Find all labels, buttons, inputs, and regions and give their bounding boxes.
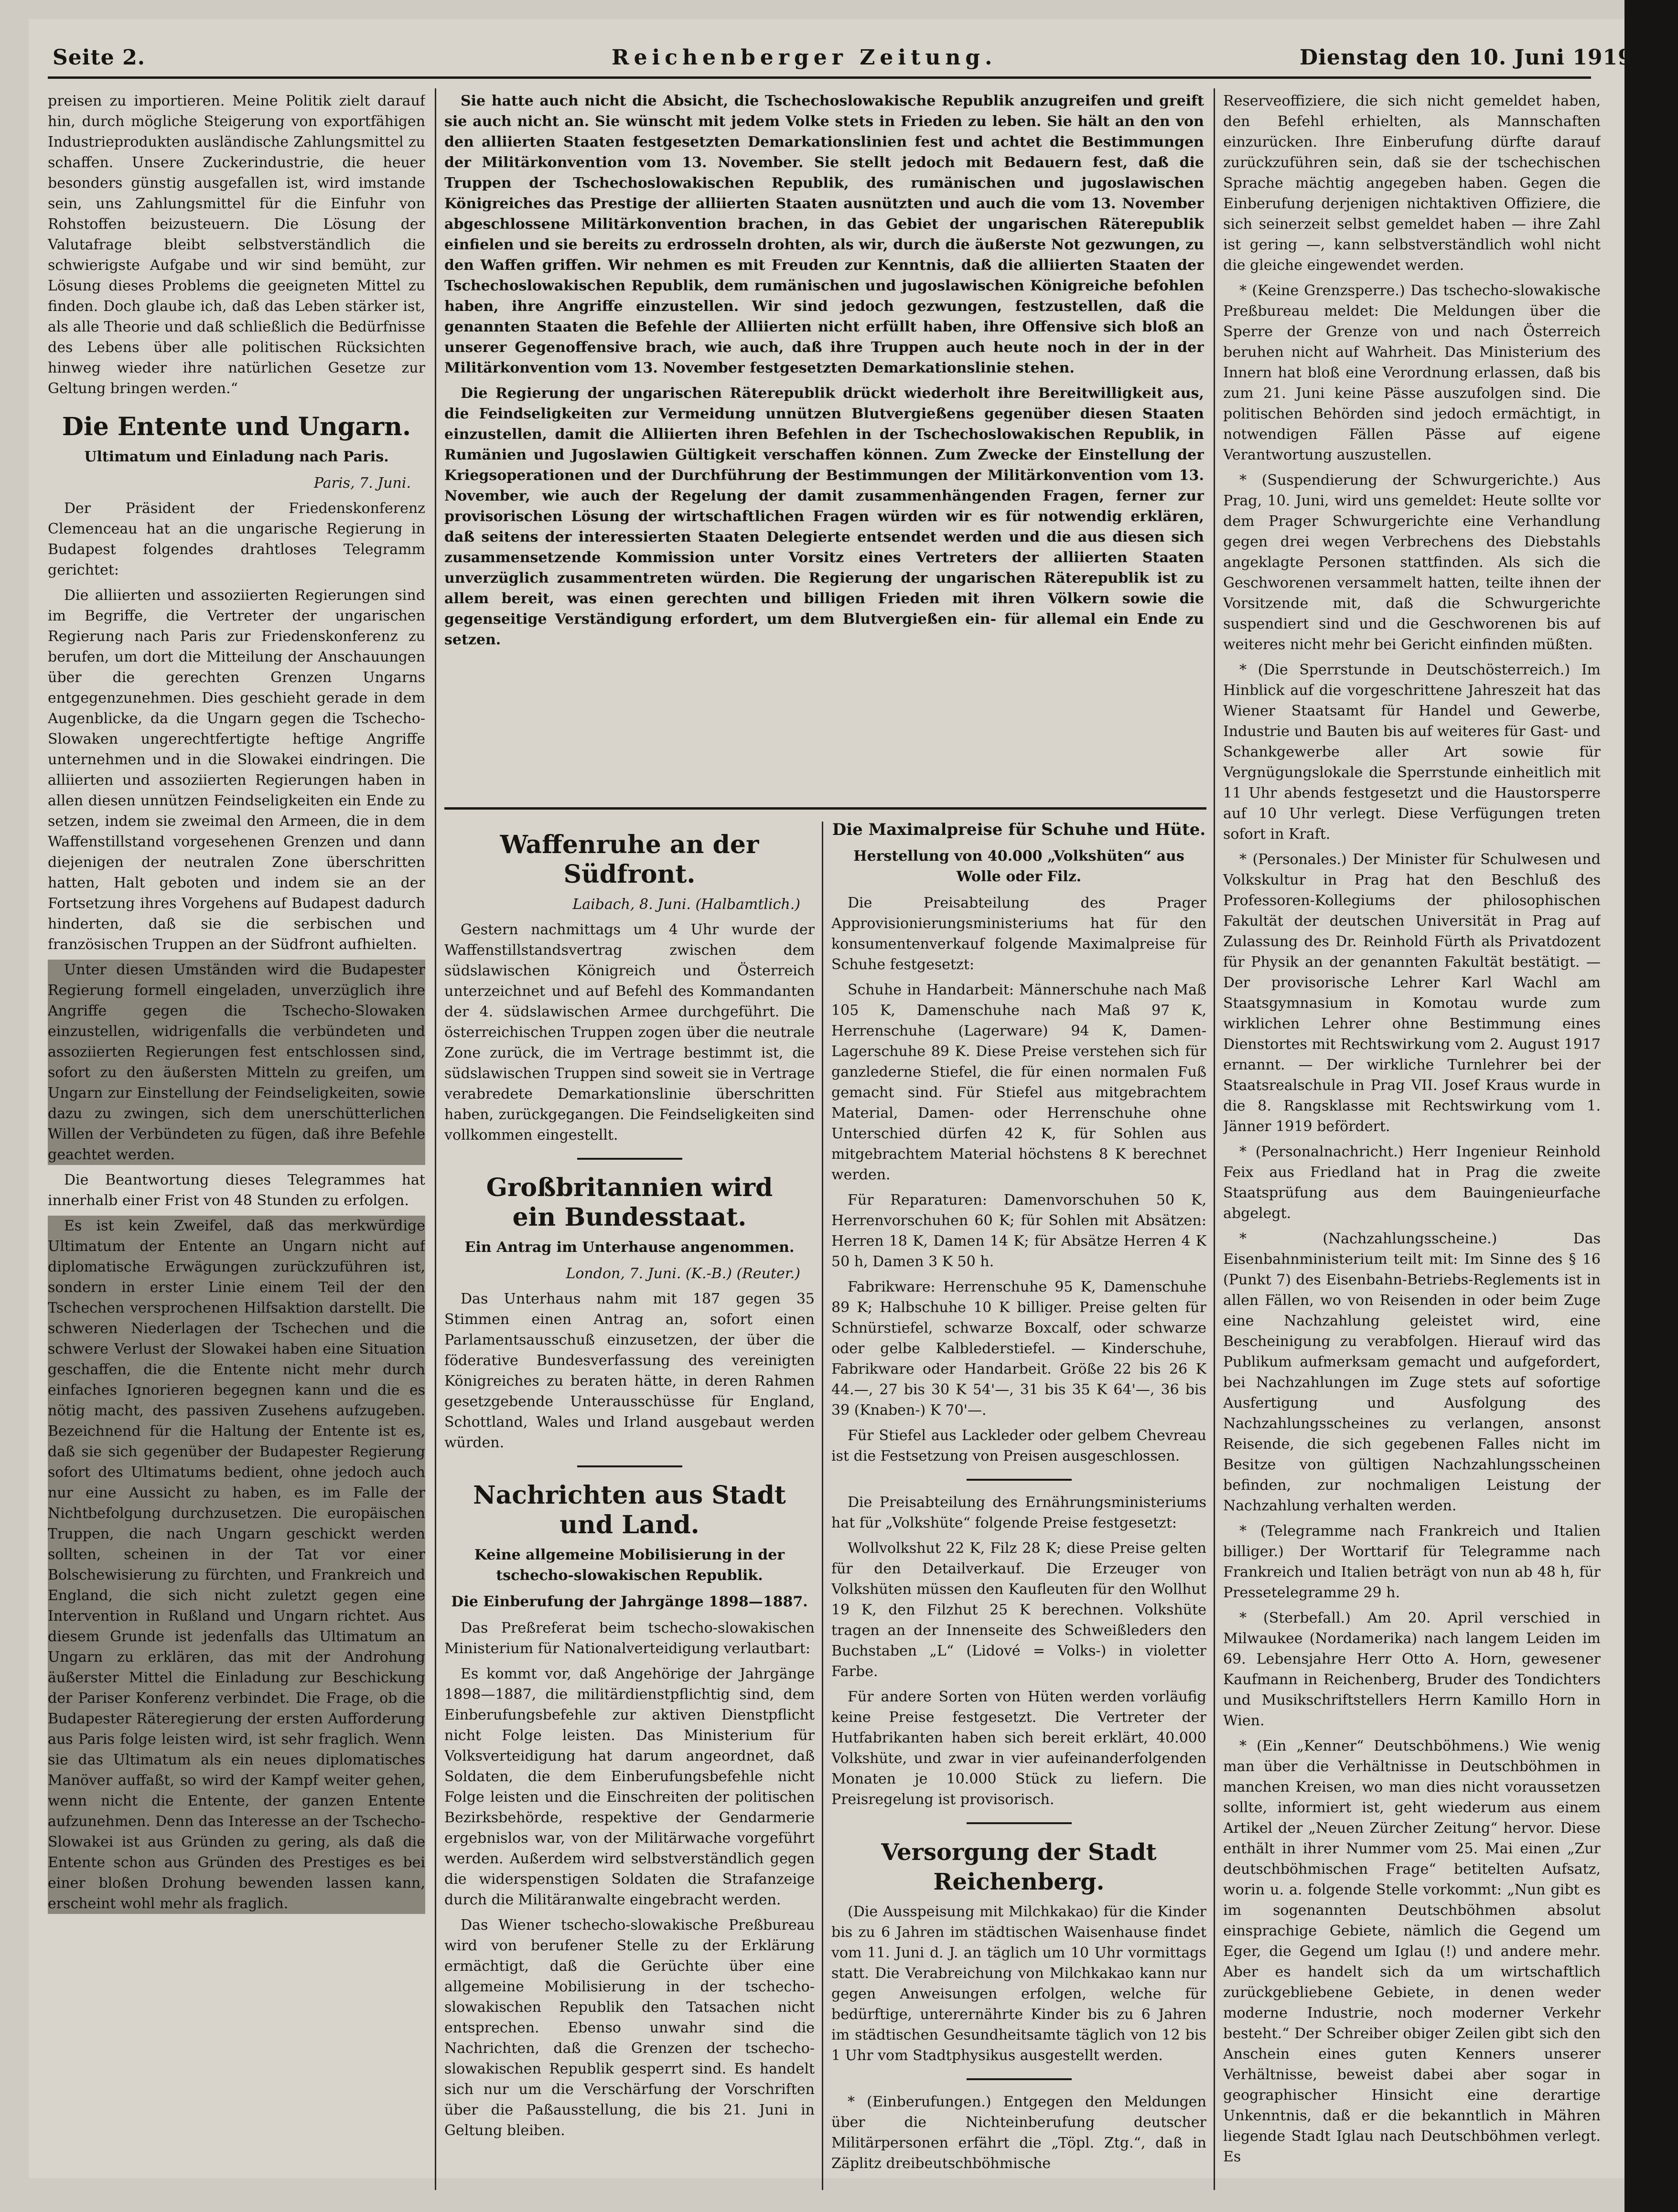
- news-item: * (Telegramme nach Frankreich und Italien billiger.) Der Worttarif für Telegramme nach Frankreich und Italien beträgt von nun ab 48 h, für Pressetelegramme 29 h.: [1223, 1523, 1601, 1601]
- headline-line: Großbritannien wird: [486, 1173, 773, 1202]
- news-item: * (Suspendierung der Schwurgerichte.) Aus Prag, 10. Juni, wird uns gemeldet: Heute sollte vor dem Prager Schwurgerichte eine Verhandlung gegen drei wegen Verbrechens des Diebstahls angeklagte Personen stattfinden. Als sich die Geschworenen versammelt hatten, teilte ihnen der Vorsitzende mit, daß die Schwurgerichte suspendiert sind und die Geschworenen bis auf weiteres nicht mehr bei Gericht einfinden müßten.: [1223, 472, 1601, 653]
- news-item: * (Personales.) Der Minister für Schulwesen und Volkskultur in Prag hat den Beschluß des Professoren-Kollegiums der philosophischen Fakultät der deutschen Universität in Prag auf Zulassung des Dr. Reinhold Fürth als Privatdozent für Physik an der genannten Fakultät bestätigt. — Der provisorische Lehrer Karl Wachl am Staatsgymnasium in Komotau wurde zum wirklichen Lehrer ohne Bestimmung eines Dienstortes mit Rechtswirkung vom 2. August 1917 ernannt. — Der wirkliche Turnlehrer bei der Staatsrealschule in Prag VII. Josef Kraus wurde in die 8. Rangsklasse mit Rechtswirkung vom 1. Jänner 1919 befördert.: [1223, 851, 1601, 1135]
- paragraph: Es kommt vor, daß Angehörige der Jahrgänge 1898—1887, die militärdienstpflichtig sind, dem Einberufungsbefehle zur aktiven Dienstpflicht nicht Folge leisten. Das Ministerium für Volksverteidigung hat darum angeordnet, daß Soldaten, die dem Einberufungsbefehle nicht Folge leisten und die Einschreiten der politischen Bezirksbehörde, respektive der Gendarmerie ergebnislos war, von der Militärwache vorgeführt werden. Außerdem wird selbstverständlich gegen die widerspenstigen Soldaten die Strafanzeige durch die Militäranwalte eingebracht werden.: [444, 1666, 815, 1908]
- subheadline: Ein Antrag im Unterhause angenommen.: [464, 1239, 795, 1256]
- news-item: * (Die Sperrstunde in Deutschösterreich.) Im Hinblick auf die vorgeschrittene Jahreszeit hat das Wiener Staatsamt für Handel und Gewerbe, Industrie und Bauten bis auf weiteres für Gast- und Schankgewerbe aller Art sowie für Vergnügungslokale die Sperrstunde einheitlich mit 11 Uhr abends festgesetzt und die Haustorsperre auf 10 Uhr verlegt. Diese Verfügungen treten sofort in Kraft.: [1223, 662, 1601, 843]
- dateline: Paris, 7. Juni.: [313, 475, 411, 492]
- paragraph: Es ist kein Zweifel, daß das merkwürdige Ultimatum der Entente an Ungarn nicht auf diplomatische Erwägungen zurückzuführen ist, sondern in erster Linie einem Teil der den Tschechen versprochenen Hilfsaktion darstellt. Die schweren Niederlagen der Tschechen und die schwere Verlust der Slowakei haben eine Situation geschaffen, die die Entente nicht mehr durch einfaches Ignorieren begegnen kann und die es nötig macht, des passiven Zusehens aufzugeben. Bezeichnend für die Haltung der Entente ist es, daß sie sich gegenüber der Budapester Regierung sofort des Ultimatums bedient, ohne jedoch auch nur eine Aussicht zu haben, es im Falle der Nichtbefolgung durchzusetzen. Die europäischen Truppen, die nach Ungarn geschickt werden sollten, scheinen in der Tat vor einer Bolschewisierung zu fürchten, und Frankreich und England, die sich nicht zuletzt gegen eine Intervention in Rußland und Ungarn richtet. Aus diesem Grunde ist jedenfalls das Ultimatum an Ungarn zu erklären, das mit der Androhung äußerster Mittel die Einladung zur Beschickung der Pariser Konferenz verbindet. Die Frage, ob die Budapester Räteregierung der ersten Aufforderung aus Paris folge leisten wird, ist sehr fraglich. Wenn sie das Ultimatum als ein neues diplomatisches Manöver auffaßt, so wird der Kampf weiter gehen, wenn nicht die Entente, der ganzen Entente aufzunehmen. Denn das Interesse an der Tschecho-Slowakei ist aus Gründen zu gering, als daß die Entente schon aus Gründen des Prestiges es bei einer bloßen Drohung bewenden lassen kann, erscheint wohl mehr als fraglich.: [48, 1216, 425, 1914]
- column-rule: [822, 822, 823, 2190]
- header-rule: [48, 76, 1591, 79]
- paragraph: Für andere Sorten von Hüten werden vorläufig keine Preise festgesetzt. Die Vertreter der Hutfabrikanten haben sich bereit erklärt, 40.000 Volkshüte, und zwar in vier aufeinanderfolgenden Monaten je 10.000 Stück zu liefern. Die Preisregelung ist provisorisch.: [831, 1688, 1206, 1808]
- newspaper-title: Reichenberger Zeitung.: [612, 45, 997, 70]
- news-item: * (Sterbefall.) Am 20. April verschied in Milwaukee (Nordamerika) nach langem Leiden im 69. Lebensjahre Herr Otto A. Horn, gewesener Kaufmann in Reichenberg, Bruder des Tondichters und Musikschriftstellers Herrn Kamillo Horn in Wien.: [1223, 1610, 1601, 1729]
- headline-waffenruhe: Waffenruhe an der Südfront.: [500, 830, 759, 889]
- paragraph: Die Preisabteilung des Prager Approvisionierungsministeriums hat für den konsumentenverkauf folgende Maximalpreise für Schuhe festgesetzt:: [831, 895, 1206, 973]
- headline-versorgung: Versorgung der Stadt Reichenberg.: [881, 1839, 1157, 1895]
- paragraph: Wollvolkshut 22 K, Filz 28 K; diese Preise gelten für den Detailverkauf. Die Erzeuger von Volkshüten müssen den Kaufleuten für den Wollhut 19 K, den Filzhut 25 K berechnen. Volkshüte tragen an der Innenseite des Schweißleders den Buchstaben „L“ (Lidové = Volks-) in violetter Farbe.: [831, 1540, 1206, 1680]
- dateline: Laibach, 8. Juni. (Halbamtlich.): [572, 896, 800, 913]
- paragraph: Fabrikware: Herrenschuhe 95 K, Damenschuhe 89 K; Halbschuhe 10 K billiger. Preise gelten für Schnürstiefel, schwarze Boxcalf, oder schwarze oder gelbe Kalblederstiefel. — Kinderschuhe, Fabrikware oder Handarbeit. Größe 22 bis 26 K 44.—, 27 bis 30 K 54'—, 31 bis 35 K 64'—, 36 bis 39 (Knaben-) K 70'—.: [831, 1279, 1206, 1419]
- dateline: London, 7. Juni. (K.-B.) (Reuter.): [566, 1265, 800, 1282]
- paragraph: Sie hatte auch nicht die Absicht, die Tschechoslowakische Republik anzugreifen und greift sie auch nicht an. Sie wünscht mit jedem Volke stets in Frieden zu leben. Sie hält an den von den alliierten Staaten festgesetzten Demarkationslinien fest und achtet die Bestimmungen der Militärkonvention vom 13. November. Sie stellt jedoch mit Bedauern fest, daß die Truppen der Tschechoslowakischen Republik, des rumänischen und jugoslawischen Königreiches das Prestige der alliierten Staaten ausnützten und auch die vom 13. November abgeschlossene Militärkonvention brachen, in das Gebiet der ungarischen Räterepublik einfielen und sie bereits zu erdrosseln drohten, als wir, durch die äußerste Not gezwungen, zu den Waffen griffen. Wir nehmen es mit Freuden zur Kenntnis, daß die alliierten Staaten der Tschechoslowakischen Republik, dem rumänischen und jugoslawischen Königreiche befohlen haben, ihre Angriffe einzustellen. Wir sind jedoch gezwungen, festzustellen, daß die genannten Staaten die Befehle der Alliierten nicht erfüllt haben, ihre Offensive sich bloß an unserer Gegenoffensive brach, wie auch, daß ihre Truppen auch heute noch in der in der Militärkonvention vom 13. November festgesetzten Demarkationslinie stehen.: [444, 93, 1204, 376]
- divider: [967, 2078, 1072, 2080]
- paragraph: (Die Ausspeisung mit Milchkakao) für die Kinder bis zu 6 Jahren im städtischen Waisenhause findet vom 11. Juni d. J. an täglich um 10 Uhr vormittags statt. Die Verabreichung von Milchkakao kann nur gegen Anweisungen erfolgen, welche für bedürftige, unterernährte Kinder bis zu 6 Jahren im städtischen Gesundheitsamte täglich von 12 bis 1 Uhr vom Stadtphysikus ausgestellt werden.: [831, 1903, 1206, 2064]
- divider: [967, 1822, 1072, 1824]
- paragraph: Reserveoffiziere, die sich nicht gemeldet haben, den Befehl erhielten, als Mannschaften einzurücken. Ihre Einberufung dürfte darauf zurückzuführen sein, daß sie der tschechischen Sprache mächtig angegeben haben. Gegen die Einberufung derjenigen nichtaktiven Offiziere, die sich seinerzeit selbst gemeldet haben — ihre Zahl ist gering —, kann selbstverständlich wohl nicht die gleiche eingewendet werden.: [1223, 93, 1601, 274]
- subheadline: Ultimatum und Einladung nach Paris.: [84, 449, 389, 465]
- column-3: [831, 817, 1206, 2192]
- paragraph: Das Preßreferat beim tschecho-slowakischen Ministerium für Nationalverteidigung verlautbart:: [444, 1620, 815, 1657]
- paragraph: Gestern nachmittags um 4 Uhr wurde der Waffenstillstandsvertrag zwischen dem südslawischen Königreich und Österreich unterzeichnet und auf Befehl des Kommandanten der 4. südslawischen Armee durchgeführt. Die österreichischen Truppen zogen über die neutrale Zone zurück, die im Vertrage bestimmt ist, die südslawischen Truppen sind soweit sie in Vertrage verabredete Demarkationslinie überschritten haben, zurückgegangen. Die Feindseligkeiten sind vollkommen eingestellt.: [444, 921, 815, 1143]
- headline-maximalpreise: Die Maximalpreise für Schuhe und Hüte.: [832, 820, 1206, 839]
- section-rule: [444, 807, 1206, 810]
- headline-entente-ungarn: Die Entente und Ungarn.: [62, 412, 411, 441]
- news-item: * (Nachzahlungsscheine.) Das Eisenbahnministerium teilt mit: Im Sinne des § 16 (Punkt 7) des Eisenbahn-Betriebs-Reglements ist in allen Fällen, wo von Reisenden in oder beim Zuge eine Nachzahlung geleistet wird, eine Bescheinigung zu verabfolgen. Hierauf wird das Publikum aufmerksam gemacht und aufgefordert, bei Nachzahlungen im Zuge stets auf sofortige Ausfertigung und Ausfolgung des Nachzahlungsscheines zu verlangen, ansonst Reisende, die sich gegebenen Falles nicht im Besitze von gültigen Nachzahlungsscheinen befinden, zur nochmaligen Leistung der Nachzahlung verhalten werden.: [1223, 1230, 1601, 1514]
- news-item: * (Personalnachricht.) Herr Ingenieur Reinhold Feix aus Friedland hat in Prag die zweite Staatsprüfung aus dem Bauingenieurfache abgelegt.: [1223, 1143, 1601, 1222]
- divider: [577, 1158, 682, 1160]
- news-item: * (Ein „Kenner“ Deutschböhmens.) Wie wenig man über die Verhältnisse in Deutschböhmen in manchen Kreisen, wo man dies nicht voraussetzen sollte, informiert ist, geht wiederum aus einem Artikel der „Neuen Zürcher Zeitung“ hervor. Diese enthält in ihrer Nummer vom 25. Mai einen „Zur deutschböhmischen Frage“ betitelten Aufsatz, worin u. a. folgende Stelle vorkommt: „Nun gibt es im sogenannten Deutschböhmen absolut einsprachige Gebiete, nämlich die Gegend um Eger, die Gegend um Iglau (!) und andere mehr. Aber es handelt sich da um wirtschaftlich zurückgebliebene Gebiete, in denen weder moderne Industrie, noch moderner Verkehr besteht.“ Der Schreiber obiger Zeilen gibt sich den Anschein eines guten Kenners unserer Verhältnisse, beweist dabei aber sogar in geographischer Hinsicht eine derartige Unkenntnis, daß er die bekanntlich in Mähren liegende Stadt Iglau nach Deutschböhmen verlegt. Es: [1223, 1738, 1601, 2165]
- issue-date: Dienstag den 10. Juni 1919.: [1300, 45, 1641, 70]
- paragraph: Für Stiefel aus Lackleder oder gelbem Chevreau ist die Festsetzung von Preisen ausgeschlossen.: [831, 1427, 1206, 1464]
- column-2: [444, 817, 815, 2192]
- column-4: [1223, 91, 1601, 2192]
- paragraph: Die Regierung der ungarischen Räterepublik drückt wiederholt ihre Bereitwilligkeit aus, die Feindseligkeiten zur Vermeidung unnützen Blutvergießens gegenüber diesen Staaten einzustellen, damit die Alliierten ihren Befehlen in der Tschechoslowakischen Republik, in Rumänien und Jugoslawien Gültigkeit verschaffen können. Zum Zwecke der Einstellung der Kriegsoperationen und der Durchführung der Bestimmungen der Militärkonvention vom 13. November, wie auch der Regelung der damit zusammenhängenden Fragen, ferner zur provisorischen Lösung der wirtschaftlichen Fragen würden wir es für notwendig erklären, daß seitens der interessierten Staaten Delegierte entsendet werden und die aus diesen sich zusammensetzende Kommission unter Vorsitz eines Vertreters der alliierten Staaten unverzüglich zusammentreten würden. Die Regierung der ungarischen Räterepublik ist zu allem bereit, was einen gerechten und billigen Frieden mit ihren Völkern sowie die gegenseitige Verständigung erfordert, um dem Blutvergießen ein- für allemal ein Ende zu setzen.: [444, 385, 1204, 648]
- paragraph: Für Reparaturen: Damenvorschuhen 50 K, Herrenvorschuhen 60 K; für Sohlen mit Absätzen: Herren 18 K, Damen 14 K; für Absätze Herren 4 K 50 h, Damen 3 K 50 h.: [831, 1192, 1206, 1270]
- article-continuation: preisen zu importieren. Meine Politik zielt darauf hin, durch mögliche Steigerung von exportfähigen Industrieprodukten ausländische Zahlungsmittel zu schaffen. Unsere Zuckerindustrie, die heuer besonders günstig ausgefallen ist, wird imstande sein, uns Zahlungsmittel für die Einfuhr von Rohstoffen beizusteuern. Die Lösung der Valutafrage bleibt selbstverständlich die schwierigste Aufgabe und wir sind bemüht, zur Lösung dieses Problems die geeigneten Mittel zu finden. Doch glaube ich, daß das Leben stärker ist, als alle Theorie und daß schließlich die Bedürfnisse des Lebens über alle politischen Rücksichten hinweg wieder ihre natürlichen Gesetze zur Geltung bringen werden.“: [48, 93, 425, 397]
- headline-line: ein Bundesstaat.: [512, 1203, 747, 1232]
- headline-grossbritannien: [444, 1173, 815, 1232]
- column-rule: [435, 88, 436, 2190]
- page-number: Seite 2.: [53, 45, 146, 70]
- column-1: [48, 91, 425, 2192]
- subheadline: Die Einberufung der Jahrgänge 1898—1887.: [451, 1593, 808, 1610]
- news-item: * (Keine Grenzsperre.) Das tschecho-slowakische Preßbureau meldet: Die Meldungen über die Sperre der Grenze von und nach Österreich beruhen nicht auf Wahrheit. Das Ministerium des Innern hat bloß eine Verordnung erlassen, daß bis zum 21. Juni keine Pässe auszufolgen sind. Die politischen Behörden sind jedoch ermächtigt, in notwendigen Fällen Pässe auf eigene Verantwortung auszustellen.: [1223, 282, 1601, 463]
- column-rule: [1214, 88, 1215, 2190]
- divider: [577, 1465, 682, 1467]
- paragraph: Der Präsident der Friedenskonferenz Clemenceau hat an die ungarische Regierung in Budapest folgendes drahtloses Telegramm gerichtet:: [48, 500, 425, 578]
- paragraph: Die Beantwortung dieses Telegrammes hat innerhalb einer Frist von 48 Stunden zu erfolgen.: [48, 1172, 425, 1209]
- column-2-top: [444, 91, 1204, 802]
- headline-nachrichten: Nachrichten aus Stadt und Land.: [473, 1481, 786, 1539]
- paragraph: Das Wiener tschecho-slowakische Preßbureau wird von berufener Stelle zu der Erklärung ermächtigt, daß die Gerüchte über eine allgemeine Mobilisierung in der tschecho-slowakischen Republik den Tatsachen nicht entsprechen. Ebenso unwahr sind die Nachrichten, daß die Grenzen der tschecho-slowakischen Republik gesperrt sind. Es handelt sich nur um die Verschärfung der Vorschriften über die Paßausstellung, die bis 21. Juni in Geltung bleiben.: [444, 1917, 815, 2139]
- paragraph: Unter diesen Umständen wird die Budapester Regierung formell eingeladen, unverzüglich ihre Angriffe gegen die Tschecho-Slowaken einzustellen, widrigenfalls die verbündeten und assoziierten Regierungen fest entschlossen sind, sofort zu den äußersten Mitteln zu greifen, um Ungarn zur Einstellung der Feindseligkeiten, sowie dazu zu zwingen, sich dem unerschütterlichen Willen der Verbündeten zu fügen, daß ihre Befehle geachtet werden.: [48, 960, 425, 1165]
- paragraph: Die Preisabteilung des Ernährungsministeriums hat für „Volkshüte“ folgende Preise festgesetzt:: [831, 1494, 1206, 1531]
- paragraph: Die alliierten und assoziierten Regierungen sind im Begriffe, die Vertreter der ungarischen Regierung nach Paris zur Friedenskonferenz zu berufen, um dort die Mitteilung der Anschauungen über die gerechten Grenzen Ungarns entgegenzunehmen. Dies geschieht gerade in dem Augenblicke, da die Ungarn gegen die Tschecho-Slowaken ungerechtfertigte heftige Angriffe unternehmen und in die Slowakei eindringen. Die alliierten und assoziierten Regierungen haben in allen diesen unnützen Feindseligkeiten ein Ende zu setzen, indem sie zweimal den Armeen, die in dem Waffenstillstand vorgesehenen Grenzen und dann diejenigen der neutralen Zone überschritten hatten, Halt geboten und indem sie an der Fortsetzung ihres Vorgehens auf Budapest dadurch hinderten, daß sie die serbischen und französischen Truppen an der Südfront aufhielten.: [48, 587, 425, 953]
- scan-edge: [1624, 0, 1678, 2212]
- subheadline: Keine allgemeine Mobilisierung in der tschecho-slowakischen Republik.: [474, 1547, 785, 1584]
- paragraph: Schuhe in Handarbeit: Männerschuhe nach Maß 105 K, Damenschuhe nach Maß 97 K, Herrenschuhe (Lagerware) 94 K, Damen-Lagerschuhe 89 K. Diese Preise verstehen sich für ganzlederne Stiefel, die für einen normalen Fuß gemacht sind. Für Stiefel aus mitgebrachtem Material, Damen- oder Herrenschuhe ohne Unterschied dürfen 42 K, für Sohlen aus mitgebrachtem Material höchstens 8 K berechnet werden.: [831, 982, 1206, 1183]
- paragraph: Das Unterhaus nahm mit 187 gegen 35 Stimmen einen Antrag an, sofort einen Parlamentsausschuß einzusetzen, der über die föderative Bundesverfassung des vereinigten Königreiches zu beraten hätte, in deren Rahmen gesetzgebende Unterausschüsse für England, Schottland, Wales und Irland ausgebaut werden würden.: [444, 1291, 815, 1451]
- paragraph: * (Einberufungen.) Entgegen den Meldungen über die Nichteinberufung deutscher Militärpersonen erfährt die „Töpl. Ztg.“, daß in Zäplitz dreibeutschböhmische: [831, 2094, 1206, 2172]
- subheadline: Herstellung von 40.000 „Volkshüten“ aus Wolle oder Filz.: [853, 848, 1184, 885]
- divider: [967, 1479, 1072, 1481]
